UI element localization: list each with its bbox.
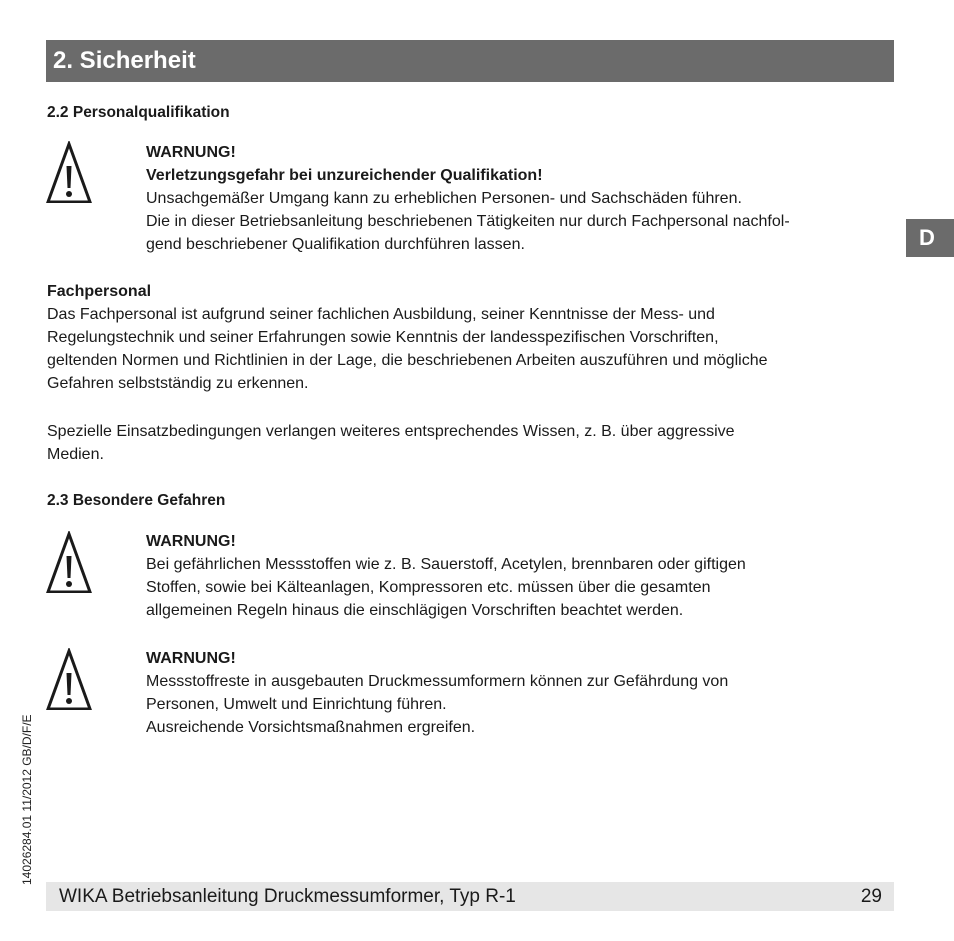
warning-triangle-icon <box>46 531 92 593</box>
language-tab <box>906 219 954 257</box>
warning-triangle-icon <box>46 141 92 203</box>
paragraph-line: Spezielle Einsatzbedingungen verlangen weiteres entsprechendes Wissen, z. B. über aggressive <box>47 423 735 440</box>
heading-personalqualifikation: 2.2 Personalqualifikation <box>47 104 230 121</box>
warning-title: WARNUNG! <box>146 650 236 667</box>
warning-line: Stoffen, sowie bei Kälteanlagen, Kompressoren etc. müssen über die gesamten <box>146 579 711 596</box>
warning-title: WARNUNG! <box>146 144 236 161</box>
fachpersonal-heading: Fachpersonal <box>47 283 152 300</box>
warning-block-hazardous-media <box>146 530 896 622</box>
document-code: 14026284.01 11/2012 GB/D/F/E <box>20 714 34 885</box>
section-title: 2. Sicherheit <box>53 47 196 74</box>
warning-block-qualification <box>146 141 896 256</box>
warning-line: allgemeinen Regeln hinaus die einschlägigen Vorschriften beachtet werden. <box>146 602 684 619</box>
section-header-bar <box>46 40 894 82</box>
warning-triangle-icon <box>46 648 92 710</box>
paragraph-line: Gefahren selbstständig zu erkennen. <box>47 375 309 392</box>
warning-line: Ausreichende Vorsichtsmaßnahmen ergreifen. <box>146 719 476 736</box>
warning-title: WARNUNG! <box>146 533 236 550</box>
special-conditions-paragraph <box>47 420 897 466</box>
warning-line: Messstoffreste in ausgebauten Druckmessumformern können zur Gefährdung von <box>146 673 729 690</box>
page-footer <box>46 882 894 911</box>
warning-line: gend beschriebener Qualifikation durchführen lassen. <box>146 236 525 253</box>
heading-besondere-gefahren: 2.3 Besondere Gefahren <box>47 492 226 509</box>
warning-block-residual-media <box>146 647 896 739</box>
fachpersonal-section <box>47 280 897 395</box>
paragraph-line: Regelungstechnik und seiner Erfahrungen sowie Kenntnis der landesspezifischen Vorschriften, <box>47 329 719 346</box>
paragraph-line: Das Fachpersonal ist aufgrund seiner fachlichen Ausbildung, seiner Kenntnisse der Mess- und <box>47 306 715 323</box>
warning-line: Unsachgemäßer Umgang kann zu erheblichen Personen- und Sachschäden führen. <box>146 190 742 207</box>
paragraph-line: geltenden Normen und Richtlinien in der Lage, die beschriebenen Arbeiten auszuführen und mögliche <box>47 352 768 369</box>
page-number: 29 <box>860 886 882 907</box>
language-tab-label: D <box>919 225 935 250</box>
paragraph-line: Medien. <box>47 446 104 463</box>
warning-line: Die in dieser Betriebsanleitung beschriebenen Tätigkeiten nur durch Fachpersonal nachfol- <box>146 213 790 230</box>
warning-line: Personen, Umwelt und Einrichtung führen. <box>146 696 447 713</box>
warning-line: Bei gefährlichen Messstoffen wie z. B. Sauerstoff, Acetylen, brennbaren oder giftigen <box>146 556 746 573</box>
warning-subtitle: Verletzungsgefahr bei unzureichender Qualifikation! <box>146 167 543 184</box>
footer-document-title: WIKA Betriebsanleitung Druckmessumformer, Typ R-1 <box>59 886 516 907</box>
